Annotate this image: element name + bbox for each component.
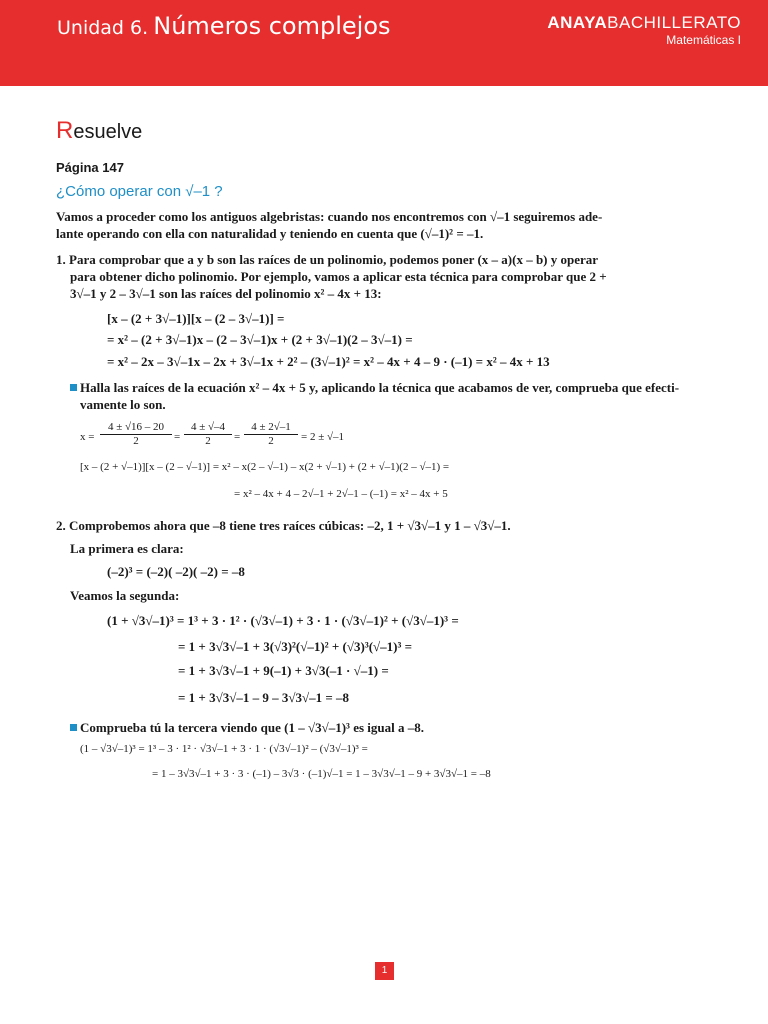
section-title-initial: R [56, 117, 74, 144]
ex1-line-2: para obtener dicho polinomio. Por ejemplo, vamos a aplicar esta técnica para comprobar que 2 + [70, 269, 607, 284]
intro-line-2: lante operando con ella con naturalidad y teniendo en cuenta que (√–1)² = –1. [56, 226, 484, 241]
ex2-first-label: La primera es clara: [70, 541, 184, 556]
ex1-task-line-2: vamente lo son. [80, 397, 166, 412]
fraction-1-denominator: 2 [100, 434, 172, 448]
section-title-rest: esuelve [73, 121, 143, 143]
ex2-second-eq-2: = 1 + 3√3√–1 + 3(√3)²(√–1)² + (√3)³(√–1)³ = [178, 639, 413, 654]
ex1-line-1: 1. Para comprobar que a y b son las raíces de un polinomio, podemos poner (x – a)(x – b) y operar [56, 252, 599, 267]
solution-x-label: x = [80, 431, 95, 443]
page-number-badge: 1 [375, 962, 394, 980]
solution-line-3: = x² – 4x + 4 – 2√–1 + 2√–1 – (–1) = x² – 4x + 5 [234, 488, 448, 500]
ex2-second-eq-1: (1 + √3√–1)³ = 1³ + 3 · 1² · (√3√–1) + 3 · 1 · (√3√–1)² + (√3√–1)³ = [107, 613, 459, 628]
fraction-3-numerator: 4 ± 2√–1 [251, 421, 291, 433]
ex2-second-eq-4: = 1 + 3√3√–1 – 9 – 3√3√–1 = –8 [178, 690, 350, 705]
fraction-2-denominator: 2 [184, 434, 232, 448]
publisher-brand [547, 14, 741, 47]
fraction-2-numerator: 4 ± √–4 [190, 421, 226, 433]
equals-sign-1: = [174, 431, 181, 443]
unit-name: Números complejos [153, 12, 391, 40]
solution-result: = 2 ± √–1 [301, 431, 345, 443]
ex2-line-1: 2. Comprobemos ahora que –8 tiene tres raíces cúbicas: –2, 1 + √3√–1 y 1 – √3√–1. [56, 518, 511, 533]
brand-logo-light: BACHILLERATO [607, 13, 741, 32]
ex2-second-label: Veamos la segunda: [70, 588, 180, 603]
ex1-equation-3: = x² – 2x – 3√–1x – 2x + 3√–1x + 2² – (3√–1)² = x² – 4x + 4 – 9 · (–1) = x² – 4x + 13 [107, 354, 550, 369]
header-banner [0, 0, 768, 86]
ex2-task-eq-1: (1 – √3√–1)³ = 1³ – 3 · 1² · √3√–1 + 3 · 1 · (√3√–1)² – (√3√–1)³ = [80, 743, 368, 755]
ex1-task-line-1: Halla las raíces de la ecuación x² – 4x + 5 y, aplicando la técnica que acabamos de ver, comprueba que efecti- [80, 380, 680, 395]
subject-label: Matemáticas I [666, 33, 741, 47]
page-reference: Página 147 [56, 160, 124, 175]
unit-label: Unidad 6. [57, 17, 149, 39]
ex1-equation-2: = x² – (2 + 3√–1)x – (2 – 3√–1)x + (2 + 3√–1)(2 – 3√–1) = [107, 332, 413, 347]
ex2-task-eq-2: = 1 – 3√3√–1 + 3 · 3 · (–1) – 3√3 · (–1)√–1 = 1 – 3√3√–1 – 9 + 3√3√–1 = –8 [152, 768, 491, 780]
fraction-3 [244, 421, 298, 448]
fraction-3-denominator: 2 [244, 434, 298, 448]
brand-logo-bold: ANAYA [547, 13, 608, 32]
task-bullet-icon [70, 384, 77, 391]
unit-title [57, 12, 391, 40]
equals-sign-2: = [234, 431, 241, 443]
ex1-line-3: 3√–1 y 2 – 3√–1 son las raíces del polinomio x² – 4x + 13: [70, 286, 382, 301]
ex2-second-eq-3: = 1 + 3√3√–1 + 9(–1) + 3√3(–1 · √–1) = [178, 663, 389, 678]
fraction-1-numerator: 4 ± √16 – 20 [107, 421, 165, 433]
ex2-first-equation: (–2)³ = (–2)( –2)( –2) = –8 [107, 564, 245, 579]
fraction-1 [100, 421, 172, 448]
task-bullet-icon [70, 724, 77, 731]
ex1-equation-1: [x – (2 + 3√–1)][x – (2 – 3√–1)] = [107, 311, 285, 326]
solution-line-2: [x – (2 + √–1)][x – (2 – √–1)] = x² – x(2 – √–1) – x(2 + √–1) + (2 + √–1)(2 – √–1) = [80, 461, 450, 473]
intro-line-1: Vamos a proceder como los antiguos algebristas: cuando nos encontremos con √–1 seguiremos ade- [56, 209, 603, 224]
ex2-task: Comprueba tú la tercera viendo que (1 – √3√–1)³ es igual a –8. [80, 720, 424, 735]
section-title [56, 117, 142, 145]
subheading: ¿Cómo operar con √–1 ? [56, 183, 223, 200]
brand-logo [547, 14, 741, 31]
fraction-2 [184, 421, 232, 448]
